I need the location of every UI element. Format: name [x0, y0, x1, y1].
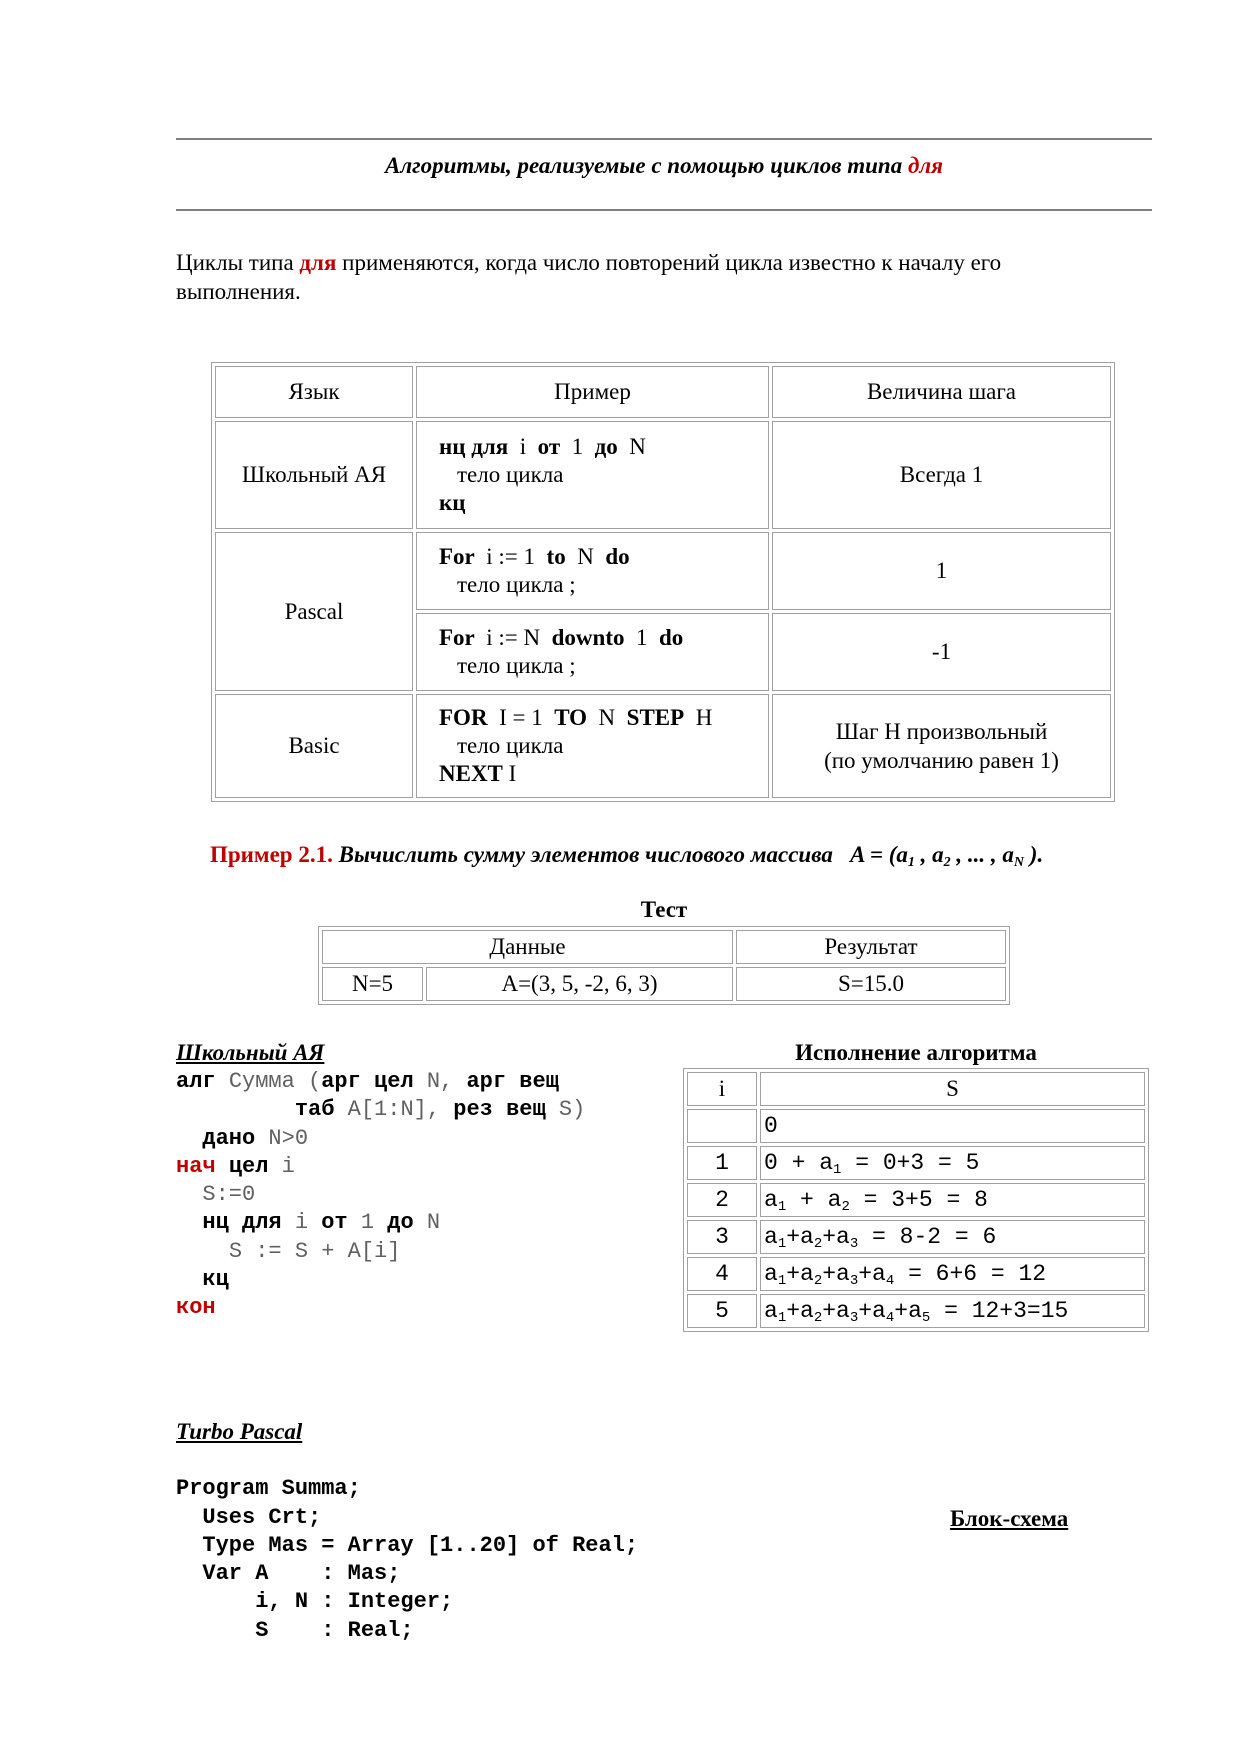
code-line: i, N : Integer;: [176, 1589, 454, 1615]
page-title-text: Алгоритмы, реализуемые с помощью циклов типа: [384, 153, 903, 178]
intro-paragraph: [176, 248, 1096, 306]
test-header-data: Данные: [322, 930, 733, 964]
header-lang: Язык: [215, 366, 413, 418]
code-line: Type Mas = Array [1..20] of Real;: [176, 1532, 639, 1558]
bottom-rule: [176, 209, 1152, 211]
step-basic: Шаг H произвольный (по умолчанию равен 1): [772, 694, 1111, 798]
top-rule: [176, 138, 1152, 140]
kw-kc: кц: [439, 490, 466, 515]
test-a: A=(3, 5, -2, 6, 3): [426, 967, 733, 1001]
exec-s: $a_1+a_2+a_3 = 8-2 = 6$: [760, 1220, 1145, 1254]
page-title-keyword: для: [907, 153, 944, 178]
lang-school: Школьный АЯ: [215, 421, 413, 529]
exec-initial-i: [687, 1109, 757, 1143]
execution-table: [683, 1068, 1149, 1332]
intro-keyword: для: [299, 250, 337, 275]
table-row: [687, 1220, 1145, 1254]
pascal-code-heading: Turbo Pascal: [176, 1419, 303, 1444]
school-code-block: алг Сумма (арг цел N, арг вещ таб A[1:N], рез вещ S) дано N>0 нач цел i S:=0 нц для i от 1 до N S := S + A[i] кц кон: [176, 1069, 586, 1321]
header-step: Величина шага: [772, 366, 1111, 418]
example-heading: [210, 842, 1170, 868]
header-example: Пример: [416, 366, 769, 418]
code-line: S : Real;: [176, 1617, 414, 1643]
execution-title: Исполнение алгоритма: [795, 1040, 1037, 1065]
exec-i: 1: [687, 1146, 757, 1180]
exec-header-i: i: [687, 1072, 757, 1106]
exec-i: 3: [687, 1220, 757, 1254]
table-row: [687, 1183, 1145, 1217]
lang-basic: Basic: [215, 694, 413, 798]
test-s: S=15.0: [736, 967, 1006, 1001]
example-text: Вычислить сумму элементов числового массива: [338, 842, 833, 867]
exec-s: $a_1+a_2+a_3+a_4 = 6+6 = 12$: [760, 1257, 1145, 1291]
example-basic: FOR I = 1 TO N STEP H тело цикла NEXT I: [416, 694, 769, 798]
exec-i: 2: [687, 1183, 757, 1217]
intro-text-1: Циклы типа: [176, 250, 294, 275]
exec-s: $0 + a_1 = 0+3 = 5$: [760, 1146, 1145, 1180]
example-school: нц для i от 1 до N тело цикла кц: [416, 421, 769, 529]
example-pascal-to: For i := 1 to N do тело цикла ;: [416, 532, 769, 610]
code-line: Uses Crt;: [176, 1504, 322, 1530]
kw-nc-dlya: нц для: [439, 434, 509, 459]
school-code-heading: Школьный АЯ: [176, 1040, 325, 1065]
exec-i: 4: [687, 1257, 757, 1291]
pascal-code-block: [176, 1447, 638, 1673]
test-title: Тест: [640, 897, 688, 922]
test-header-result: Результат: [736, 930, 1006, 964]
exec-initial-s: 0: [760, 1109, 1145, 1143]
exec-header-s: S: [760, 1072, 1145, 1106]
exec-s: $a_1 + a_2 = 3+5 = 8$: [760, 1183, 1145, 1217]
lang-pascal: Pascal: [215, 532, 413, 691]
step-pascal-downto: -1: [772, 613, 1111, 691]
test-n: N=5: [322, 967, 423, 1001]
exec-i: 5: [687, 1294, 757, 1328]
step-school: Всегда 1: [772, 421, 1111, 529]
code-line: Var A : Mas;: [176, 1561, 401, 1587]
step-pascal-to: 1: [772, 532, 1111, 610]
table-row: [687, 1294, 1145, 1328]
school-body: тело цикла: [457, 462, 564, 487]
table-row: [687, 1146, 1145, 1180]
intro-text-2: применяются, когда число повторений цикла известно к началу его выполнения.: [176, 250, 1002, 304]
example-label: Пример 2.1.: [210, 842, 333, 867]
table-row: [687, 1257, 1145, 1291]
exec-s: $a_1+a_2+a_3+a_4+a_5 = 12+3=15$: [760, 1294, 1145, 1328]
example-formula: $A = (a_1$ , $a_2$ , ... , $a_N$ ).: [850, 842, 1044, 870]
code-line: Program Summa;: [176, 1476, 361, 1502]
page-title: [176, 153, 1152, 179]
loops-table: [211, 362, 1115, 802]
example-pascal-downto: For i := N downto 1 do тело цикла ;: [416, 613, 769, 691]
block-scheme-link[interactable]: Блок-схема: [950, 1506, 1069, 1531]
test-table: [318, 926, 1010, 1005]
